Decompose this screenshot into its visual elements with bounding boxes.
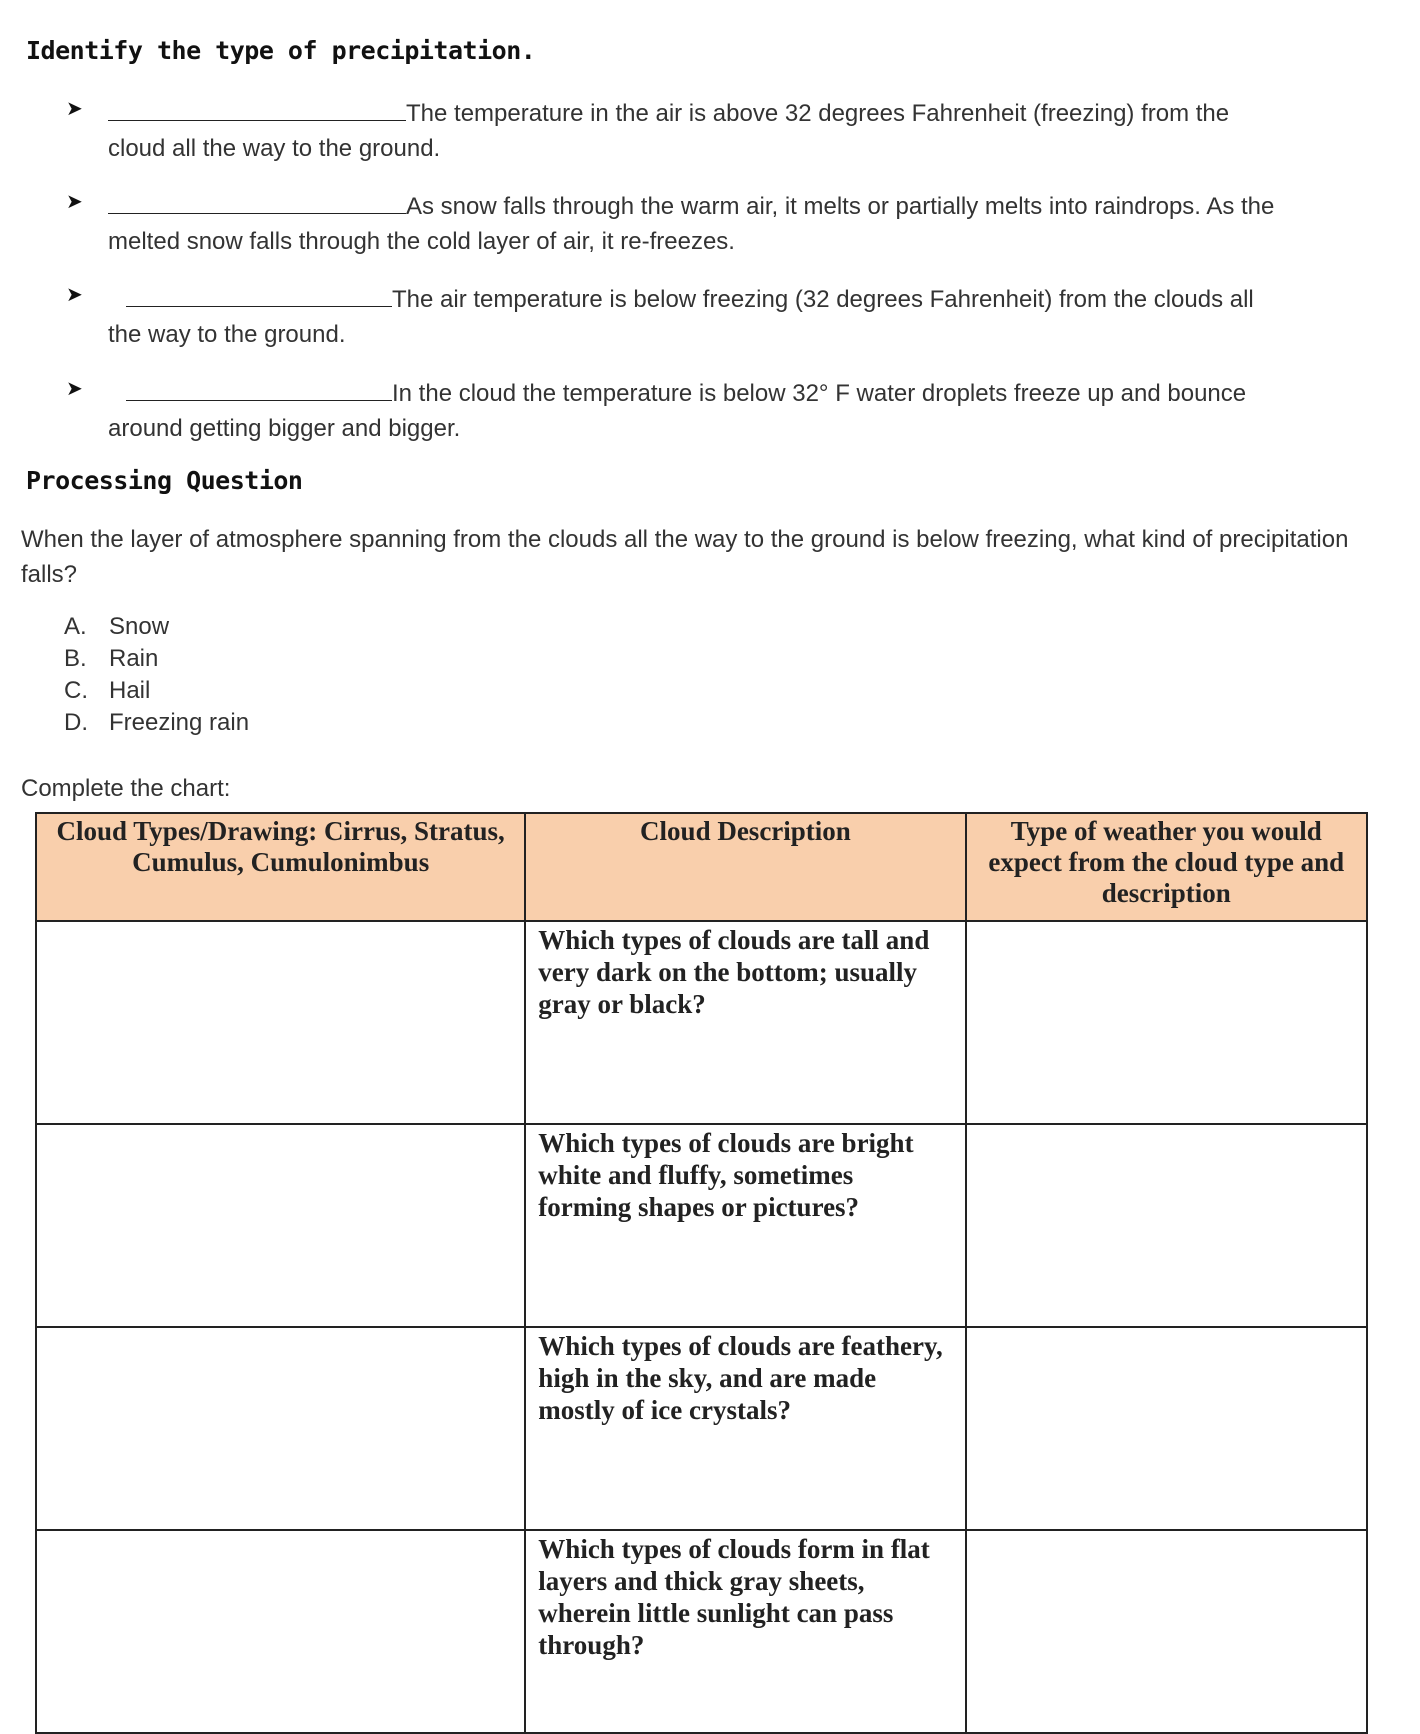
- item-text-cont: around getting bigger and bigger.: [108, 415, 461, 442]
- description-cell: Which types of clouds are bright white and fluffy, sometimes forming shapes or pictures?: [525, 1124, 965, 1327]
- arrow-bullet-icon: ➤: [66, 378, 83, 400]
- option-letter: C.: [64, 677, 88, 704]
- answer-blank[interactable]: [126, 380, 392, 401]
- weather-cell[interactable]: [966, 921, 1367, 1124]
- table-row: [36, 1327, 1367, 1530]
- arrow-bullet-icon: ➤: [66, 191, 83, 213]
- option-text: Hail: [109, 677, 151, 704]
- item-text-cont: melted snow falls through the cold layer of air, it re-freezes.: [108, 228, 735, 255]
- cloud-type-cell[interactable]: [36, 921, 525, 1124]
- description-cell: Which types of clouds form in flat layers and thick gray sheets, wherein little sunlight can pass through?: [525, 1530, 965, 1733]
- table-row: [36, 1530, 1367, 1733]
- option-text: Freezing rain: [109, 709, 250, 736]
- table-header-row: [36, 813, 1367, 921]
- list-item: [108, 282, 1358, 352]
- cloud-chart-table: [35, 812, 1368, 1734]
- item-text: As snow falls through the warm air, it melts or partially melts into raindrops. As the: [406, 193, 1275, 220]
- answer-options: [64, 611, 249, 739]
- list-item: [108, 96, 1358, 166]
- header-cloud-types: Cloud Types/Drawing: Cirrus, Stratus, Cumulus, Cumulonimbus: [36, 813, 525, 921]
- item-text: In the cloud the temperature is below 32° F water droplets freeze up and bounce: [392, 380, 1247, 407]
- header-cloud-description: Cloud Description: [525, 813, 965, 921]
- header-weather-type: Type of weather you would expect from the cloud type and description: [966, 813, 1367, 921]
- processing-question: When the layer of atmosphere spanning from the clouds all the way to the ground is below freezing, what kind of precipitation falls?: [21, 526, 1349, 588]
- item-text-cont: cloud all the way to the ground.: [108, 135, 441, 162]
- option-b[interactable]: [64, 643, 249, 675]
- item-text: The air temperature is below freezing (32 degrees Fahrenheit) from the clouds all: [392, 286, 1254, 313]
- section-title: Identify the type of precipitation.: [26, 36, 536, 65]
- description-cell: Which types of clouds are feathery, high in the sky, and are made mostly of ice crystals?: [525, 1327, 965, 1530]
- item-text: The temperature in the air is above 32 degrees Fahrenheit (freezing) from the: [406, 100, 1230, 127]
- arrow-bullet-icon: ➤: [66, 98, 83, 120]
- answer-blank[interactable]: [108, 100, 406, 121]
- weather-cell[interactable]: [966, 1530, 1367, 1733]
- item-text-cont: the way to the ground.: [108, 321, 346, 348]
- option-text: Rain: [109, 645, 159, 672]
- arrow-bullet-icon: ➤: [66, 284, 83, 306]
- list-item: [108, 189, 1358, 259]
- table-row: [36, 1124, 1367, 1327]
- weather-cell[interactable]: [966, 1327, 1367, 1530]
- option-c[interactable]: [64, 675, 249, 707]
- table-row: [36, 921, 1367, 1124]
- option-text: Snow: [109, 613, 170, 640]
- cloud-type-cell[interactable]: [36, 1124, 525, 1327]
- option-letter: D.: [64, 709, 88, 736]
- processing-heading: Processing Question: [26, 466, 303, 495]
- option-a[interactable]: [64, 611, 249, 643]
- description-cell: Which types of clouds are tall and very dark on the bottom; usually gray or black?: [525, 921, 965, 1124]
- option-letter: B.: [64, 645, 87, 672]
- weather-cell[interactable]: [966, 1124, 1367, 1327]
- cloud-type-cell[interactable]: [36, 1530, 525, 1733]
- chart-instruction: Complete the chart:: [21, 775, 231, 802]
- answer-blank[interactable]: [126, 286, 392, 307]
- option-letter: A.: [64, 613, 87, 640]
- option-d[interactable]: [64, 707, 249, 739]
- answer-blank[interactable]: [108, 193, 406, 214]
- list-item: [108, 376, 1358, 446]
- cloud-type-cell[interactable]: [36, 1327, 525, 1530]
